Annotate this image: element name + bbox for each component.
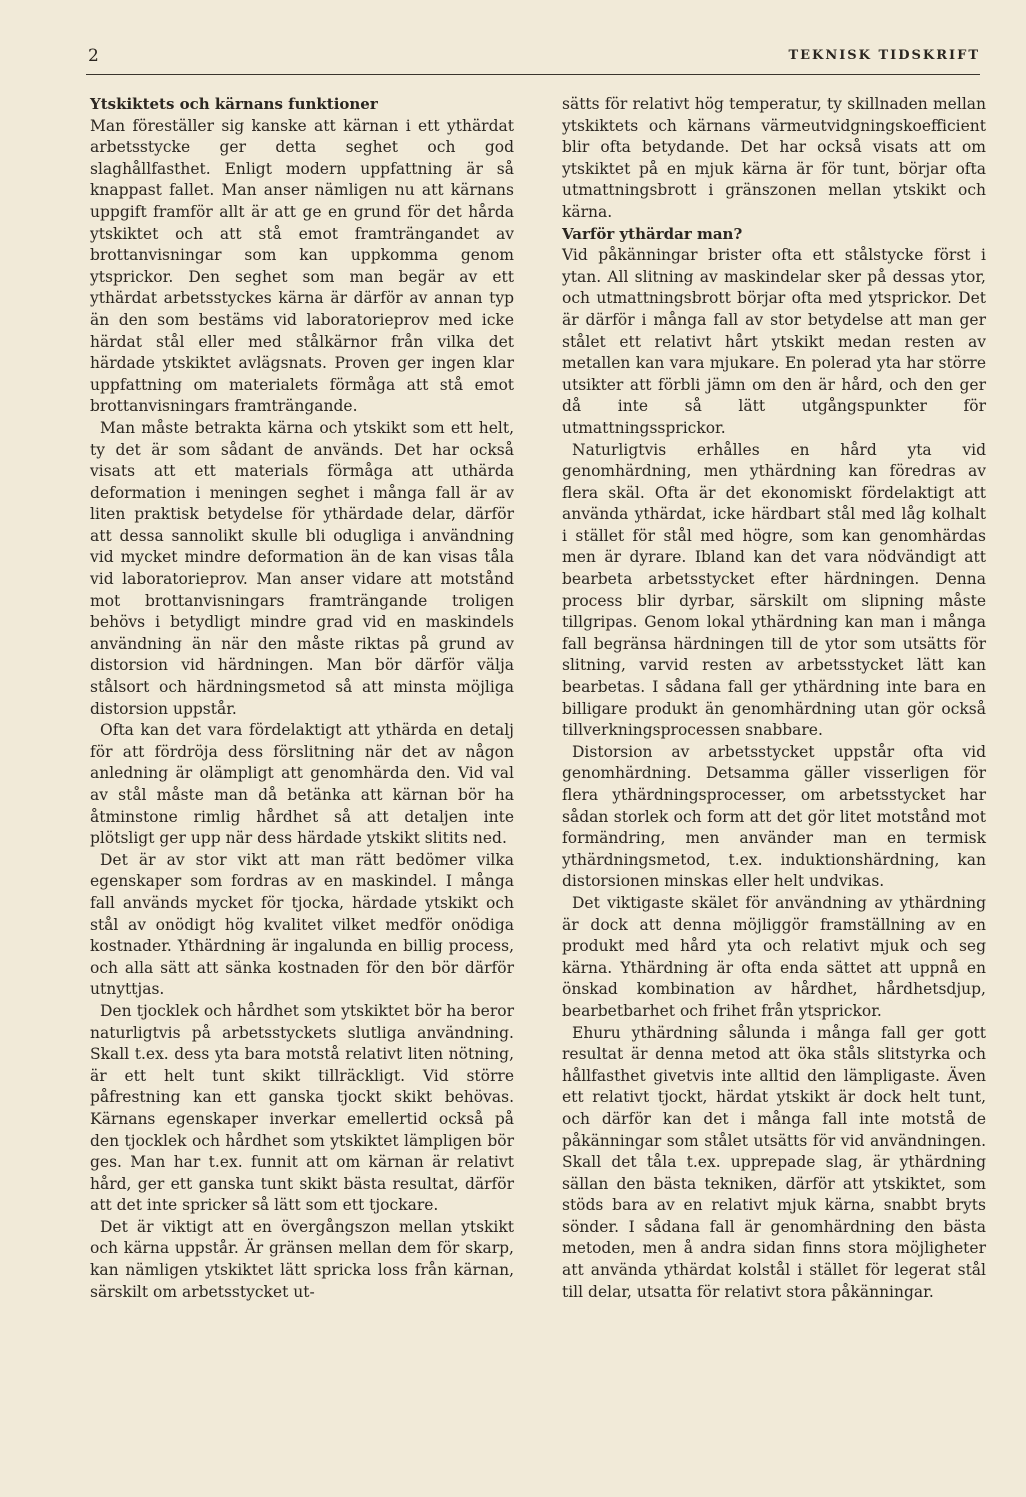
section-heading: Varför ythärdar man? [562, 224, 743, 243]
paragraph: Det viktigaste skälet för användning av ythärdning är dock att denna möjliggör framställning av en produkt med hård yta och relativt mjuk och seg kärna. Ythärdning är ofta enda sättet att uppnå en önskad kombination av hårdhet, hårdhetsdjup, bearbetbarhet och frihet från ytsprickor. [562, 893, 986, 1020]
paragraph: Vid påkänningar brister ofta ett stålstycke först i ytan. All slitning av maskindelar sker på dessas ytor, och utmattningsbrott börjar ofta med ytsprickor. Det är därför i många fall av stor betydelse att man ger stålet ett relativt hårt ytskikt medan resten av metallen kan vara mjukare. En polerad yta har större utsikter att förbli jämn om den är hård, och den ger då inte så lätt utgångspunkter för utmattningssprickor. [562, 246, 986, 437]
paragraph-continued: sätts för relativt hög temperatur, ty skillnaden mellan ytskiktets och kärnans värmeutvidgningskoefficient blir ofta betydande. Det har också visats att om ytskiktet på en mjuk kärna är för tunt, börjar ofta utmattningsbrott i gränszonen mellan ytskikt och kärna. [562, 95, 986, 221]
section-heading: Ytskiktets och kärnans funktioner [90, 95, 378, 113]
paragraph: Man föreställer sig kanske att kärnan i ett ythärdat arbetsstycke ger detta seghet och god slaghållfasthet. Enligt modern uppfattning är så knappast fallet. Man anser nämligen nu att kärnans uppgift framför allt är att ge en grund för det hårda ytskiktet och att stå emot framträngandet av brottanvisningar som kan uppkomma genom ytsprickor. Den seghet som man begär av ett ythärdat arbetsstyckes kärna är därför av annan typ än den som bestäms vid laboratorieprov med icke härdat stål eller med stålkärnor från vilka det härdade ytskiktet avlägsnats. Proven ger ingen klar uppfattning om materialets förmåga att stå emot brottanvisningars framträngande. [90, 116, 514, 416]
paragraph: Ofta kan det vara fördelaktigt att ythärda en detalj för att fördröja dess förslitning när det av någon anledning är olämpligt att genomhärda den. Vid val av stål måste man då betänka att kärnan bör ha åtminstone rimlig hårdhet så att detaljen inte plötsligt ger upp när dess härdade ytskikt slitits ned. [90, 721, 514, 848]
page-number: 2 [88, 46, 99, 66]
paragraph: Ehuru ythärdning sålunda i många fall ger gott resultat är denna metod att öka ståls slitstyrka och hållfasthet givetvis inte alltid den lämpligaste. Även ett relativt tjockt, härdat ytskikt är dock helt tunt, och därför kan det i många fall inte motstå de påkänningar som stålet utsätts för vid användningen. Skall det tåla t.ex. upprepade slag, är ythärdning sällan den bästa tekniken, därför att ytskiktet, som stöds bara av en relativt mjuk kärna, snabbt bryts sönder. I sådana fall är genomhärdning den bästa metoden, men å andra sidan finns stora möjligheter att använda ythärdat kolstål i stället för legerat stål till delar, utsatta för relativt stora påkänningar. [562, 1023, 986, 1301]
paragraph: Distorsion av arbetsstycket uppstår ofta vid genomhärdning. Detsamma gäller visserligen för flera ythärdningsprocesser, om arbetsstycket har sådan storlek och form att det gör litet motstånd mot formändring, men använder man en termisk ythärdningsmetod, t.ex. induktionshärdning, kan distorsionen minskas eller helt undvikas. [562, 742, 986, 891]
paragraph: Det är viktigt att en övergångszon mellan ytskikt och kärna uppstår. Är gränsen mellan dem för skarp, kan nämligen ytskiktet lätt spricka loss från kärnan, särskilt om arbetsstycket ut- [90, 1217, 514, 1301]
right-column [562, 94, 986, 1303]
page-header [86, 42, 980, 75]
paragraph: Naturligtvis erhålles en hård yta vid genomhärdning, men ythärdning kan föredras av flera skäl. Ofta är det ekonomiskt fördelaktigt att använda ythärdat, icke härdbart stål med låg kolhalt i stället för stål med högre, som kan genomhärdas men är dyrare. Ibland kan det vara nödvändigt att bearbeta arbetsstycket efter härdningen. Denna process blir dyrbar, särskilt om slipning måste tillgripas. Genom lokal ythärdning kan man i många fall begränsa härdningen till de ytor som utsätts för slitning, varvid resten av arbetsstycket lätt kan bearbetas. I sådana fall ger ythärdning inte bara en billigare produkt än genomhärdning utan gör också tillverkningsprocessen snabbare. [562, 440, 986, 740]
journal-title: TEKNISK TIDSKRIFT [788, 48, 980, 63]
paragraph: Den tjocklek och hårdhet som ytskiktet bör ha beror naturligtvis på arbetsstyckets slutliga användning. Skall t.ex. dess yta bara motstå relativt liten nötning, är ett helt tunt skikt tillräckligt. Vid större påfrestning kan ett ganska tjockt skikt behövas. Kärnans egenskaper inverkar emellertid också på den tjocklek och hårdhet som ytskiktet lämpligen bör ges. Man har t.ex. funnit att om kärnan är relativt hård, ger ett ganska tunt skikt bästa resultat, därför att det inte spricker så lätt som ett tjockare. [90, 1001, 514, 1215]
paragraph: Det är av stor vikt att man rätt bedömer vilka egenskaper som fordras av en maskindel. I många fall används mycket för tjocka, härdade ytskikt och stål av onödigt hög kvalitet vilket medför onödiga kostnader. Ythärdning är ingalunda en billig process, och alla sätt att sänka kostnaden för den bör därför utnyttjas. [90, 850, 514, 999]
paragraph: Man måste betrakta kärna och ytskikt som ett helt, ty det är som sådant de används. Det har också visats att ett materials förmåga att uthärda deformation i meningen seghet i många fall är av liten praktisk betydelse för ythärdade delar, därför att dessa sannolikt skulle bli odugliga i användning vid mycket mindre deformation än de kan visas tåla vid laboratorieprov. Man anser vidare att motstånd mot brottanvisningars framträngande troligen behövs i betydligt mindre grad vid en maskindels användning än när den måste riktas på grund av distorsion vid härdningen. Man bör därför välja stålsort och härdningsmetod så att minsta möjliga distorsion uppstår. [90, 418, 514, 718]
left-column [90, 94, 514, 1303]
